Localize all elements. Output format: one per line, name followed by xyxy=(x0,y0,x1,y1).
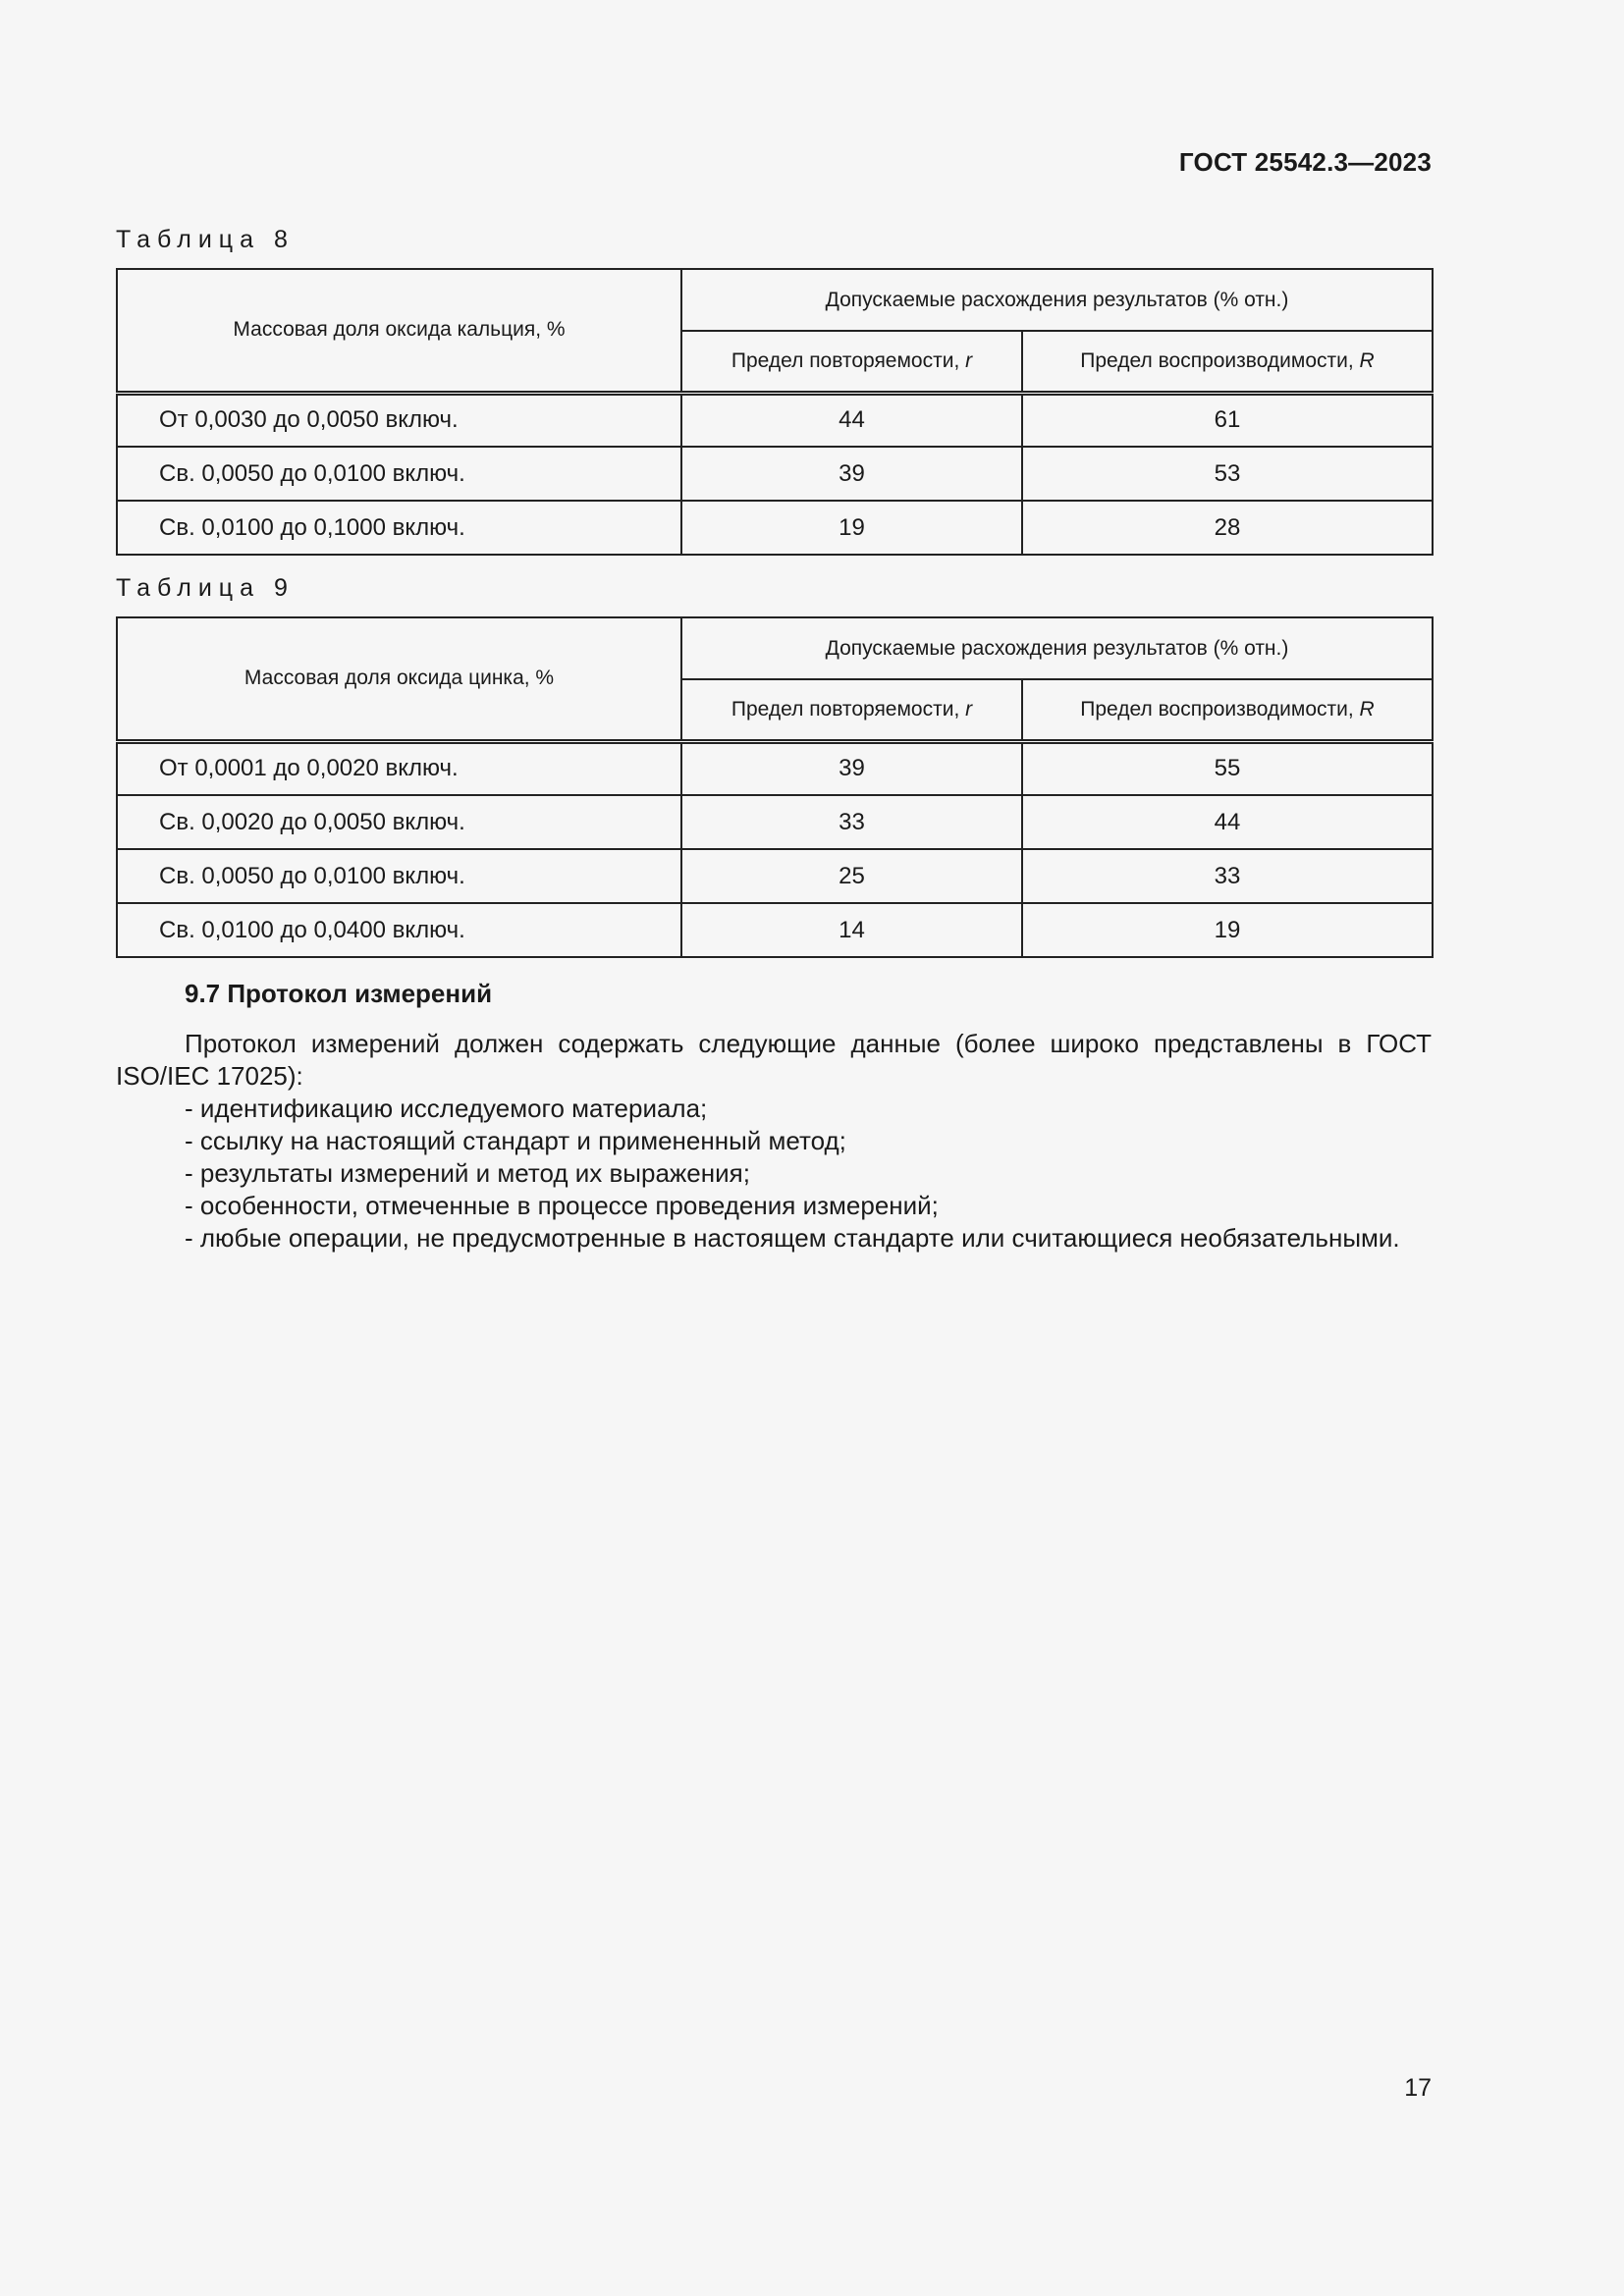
list-item: - особенности, отмеченные в процессе проведения измерений; xyxy=(185,1191,939,1220)
list-item: - идентификацию исследуемого материала; xyxy=(185,1094,708,1123)
reproducibility-cell: 44 xyxy=(1022,795,1433,849)
table-8-col-repeatability-header xyxy=(681,331,1022,393)
table-8 xyxy=(116,268,1434,556)
repeatability-cell: 39 xyxy=(681,741,1022,795)
repeatability-symbol: r xyxy=(965,348,973,372)
repeatability-cell: 44 xyxy=(681,393,1022,447)
range-cell: Св. 0,0020 до 0,0050 включ. xyxy=(117,795,681,849)
table-8-col-mass-fraction-header: Массовая доля оксида кальция, % xyxy=(117,269,681,393)
table-9 xyxy=(116,616,1434,958)
table-row xyxy=(117,903,1433,957)
protocol-items-list xyxy=(116,1093,1432,1255)
list-item: - результаты измерений и метод их выражения; xyxy=(185,1158,750,1188)
table-9-group-header: Допускаемые расхождения результатов (% отн.) xyxy=(681,617,1433,679)
reproducibility-label: Предел воспроизводимости, xyxy=(1080,348,1360,372)
list-item: - любые операции, не предусмотренные в настоящем стандарте или считающиеся необязательными. xyxy=(185,1223,1400,1253)
range-cell: Св. 0,0100 до 0,1000 включ. xyxy=(117,501,681,555)
table-row xyxy=(117,501,1433,555)
table-9-col-mass-fraction-header: Массовая доля оксида цинка, % xyxy=(117,617,681,741)
range-cell: Св. 0,0100 до 0,0400 включ. xyxy=(117,903,681,957)
repeatability-label: Предел повторяемости, xyxy=(731,348,966,372)
repeatability-cell: 25 xyxy=(681,849,1022,903)
page-number: 17 xyxy=(1404,2074,1432,2102)
reproducibility-cell: 19 xyxy=(1022,903,1433,957)
reproducibility-cell: 33 xyxy=(1022,849,1433,903)
reproducibility-cell: 61 xyxy=(1022,393,1433,447)
repeatability-cell: 33 xyxy=(681,795,1022,849)
table-8-caption: Таблица 8 xyxy=(116,226,295,253)
table-8-col-reproducibility-header xyxy=(1022,331,1433,393)
table-row xyxy=(117,393,1433,447)
table-row xyxy=(117,447,1433,501)
range-cell: От 0,0001 до 0,0020 включ. xyxy=(117,741,681,795)
range-cell: Св. 0,0050 до 0,0100 включ. xyxy=(117,447,681,501)
reproducibility-cell: 28 xyxy=(1022,501,1433,555)
document-number-header: ГОСТ 25542.3—2023 xyxy=(1178,147,1432,177)
repeatability-cell: 39 xyxy=(681,447,1022,501)
table-9-col-repeatability-header xyxy=(681,679,1022,741)
reproducibility-cell: 55 xyxy=(1022,741,1433,795)
table-row xyxy=(117,795,1433,849)
repeatability-symbol: r xyxy=(965,697,973,721)
reproducibility-symbol: R xyxy=(1359,348,1375,372)
list-item: - ссылку на настоящий стандарт и примененный метод; xyxy=(185,1126,846,1155)
section-intro-paragraph: Протокол измерений должен содержать следующие данные (более широко представлены в ГОСТ ISO/IEC 17025): xyxy=(116,1029,1432,1091)
table-9-col-reproducibility-header xyxy=(1022,679,1433,741)
repeatability-label: Предел повторяемости, xyxy=(731,697,966,721)
table-8-group-header: Допускаемые расхождения результатов (% отн.) xyxy=(681,269,1433,331)
range-cell: От 0,0030 до 0,0050 включ. xyxy=(117,393,681,447)
range-cell: Св. 0,0050 до 0,0100 включ. xyxy=(117,849,681,903)
repeatability-cell: 14 xyxy=(681,903,1022,957)
document-page xyxy=(116,0,1432,2296)
repeatability-cell: 19 xyxy=(681,501,1022,555)
table-row xyxy=(117,741,1433,795)
reproducibility-symbol: R xyxy=(1359,697,1375,721)
section-title: 9.7 Протокол измерений xyxy=(185,979,493,1008)
table-9-caption: Таблица 9 xyxy=(116,574,295,602)
reproducibility-label: Предел воспроизводимости, xyxy=(1080,697,1360,721)
table-row xyxy=(117,849,1433,903)
reproducibility-cell: 53 xyxy=(1022,447,1433,501)
